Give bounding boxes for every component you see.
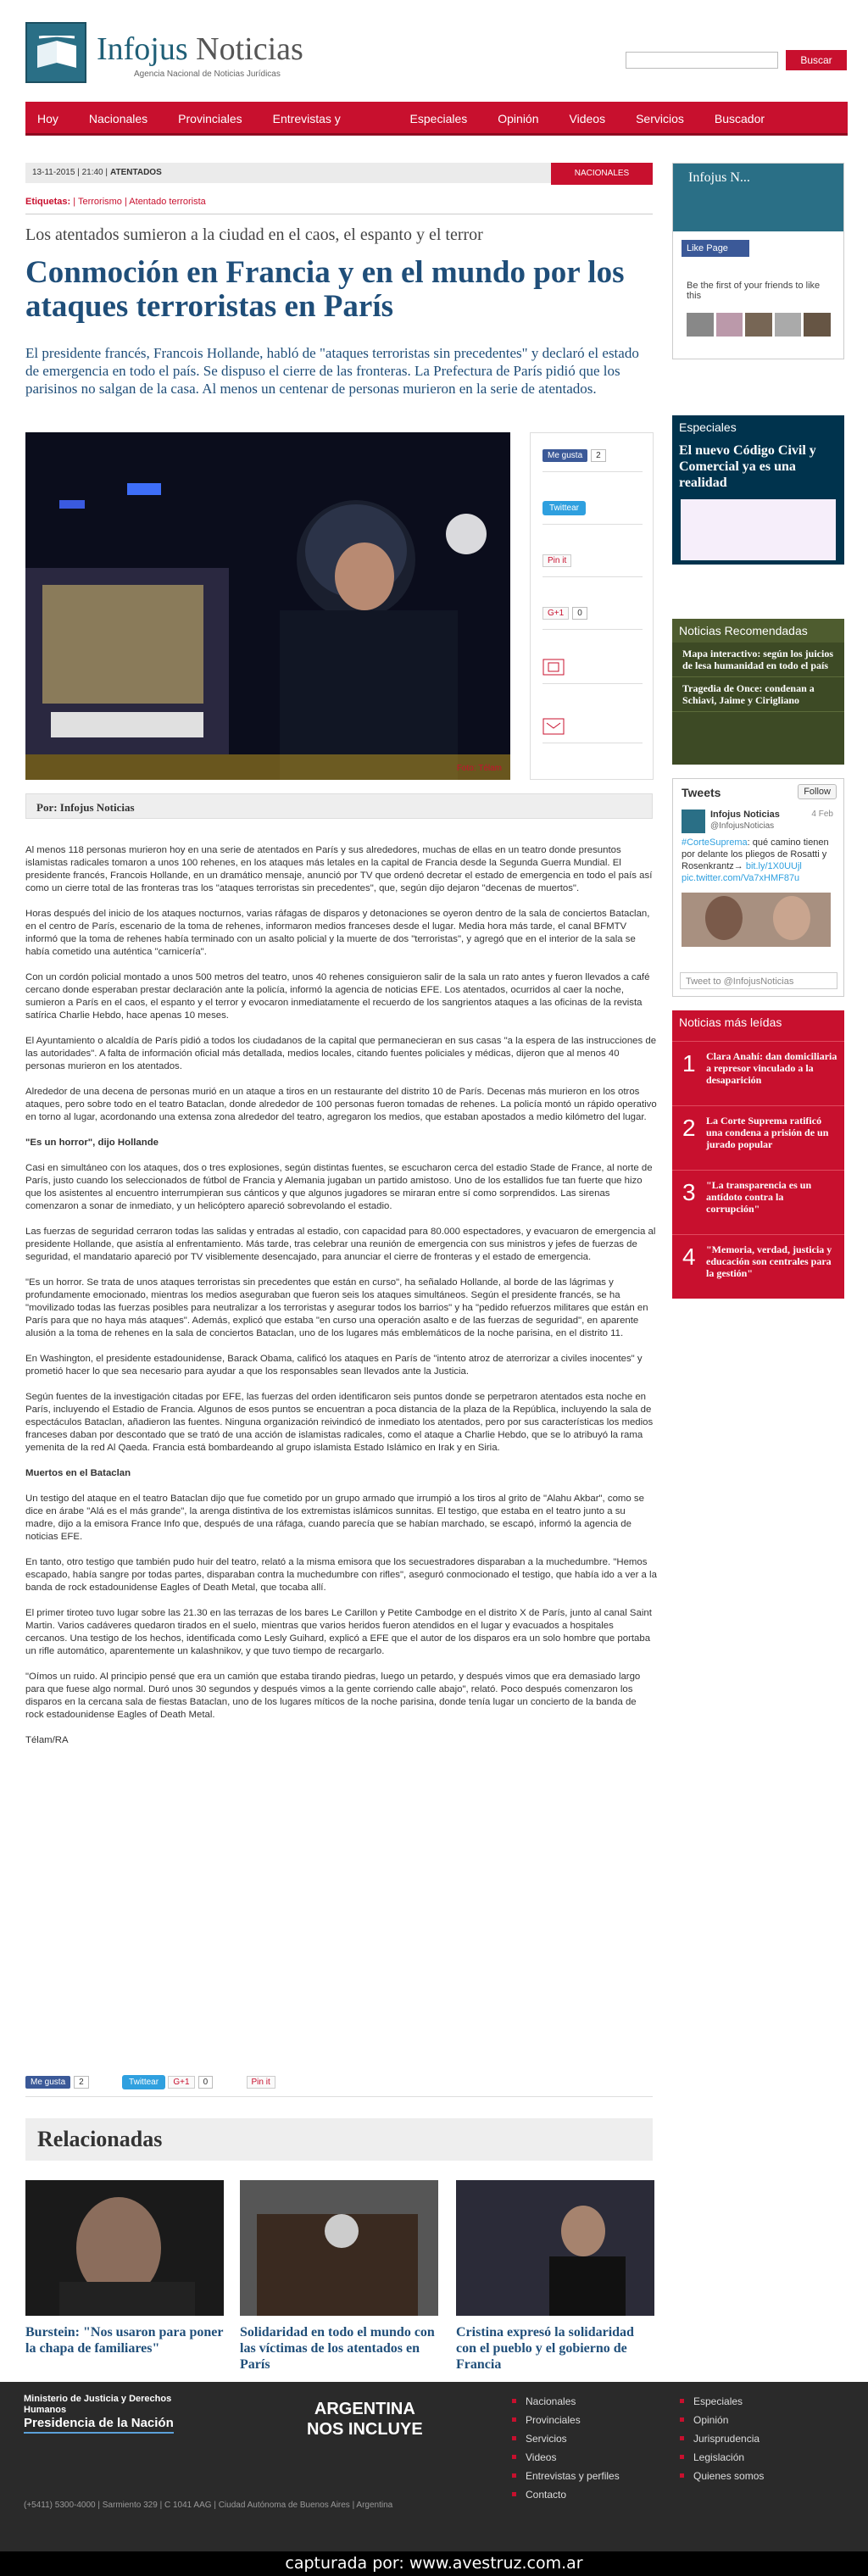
tweet-image[interactable] [682,893,831,947]
facebook-widget [672,163,844,359]
nav-item-especiales[interactable]: Especiales [409,112,468,125]
twitter-avatar[interactable] [682,810,705,833]
tags-label: Etiquetas: [25,197,71,207]
footer-link[interactable]: Entrevistas y perfiles [512,2467,620,2485]
googleplus-button[interactable]: G+1 [168,2076,194,2089]
pinterest-button[interactable]: Pin it [247,2076,275,2089]
body-paragraph: "Es un horror. Se trata de unos ataques terroristas sin precedentes que están en curso", ha señalado Hollande, al borde de las lágrimas y profundamente emocionado, mientras los medios aseguraban que fueron seis los ataques simultáneos. Según el presidente francés, se ha "movilizado todas las fuerzas posibles para neutralizar a los terroristas y asegurar todos los barrios" y ha "pedido refuerzos militares que están en París para que no haya más ataques". Además, explicó que estaba "en curso una operación asalto e de las fuerzas de seguridad", en aparente alusión a la toma de rehenes en la sala de conciertos Bataclan, uno de los lugares más emblemáticos de la noche parisina, en el distrito 11. [25,1277,648,1338]
twitter-follow-button[interactable]: Follow [798,784,837,799]
site-logo-title[interactable]: Infojus Noticias [97,31,303,67]
share-bottom-bar [25,2075,653,2097]
site-footer [0,2382,868,2551]
article-meta-bar [25,163,653,183]
especiales-heading: Especiales [679,420,737,434]
nav-item-videos[interactable]: Videos [569,112,606,125]
related-title[interactable]: Cristina expresó la solidaridad con el pueblo y el gobierno de Francia [456,2325,634,2372]
related-header [25,2118,653,2161]
related-card[interactable] [456,2180,654,2373]
body-paragraph: En Washington, el presidente estadounidense, Barack Obama, calificó los ataques en París de "intento atroz de aterrorizar a civiles inocentes" y prometió hacer lo que sea necesario para ayudar a que los responsables sean llevados ante la Justicia. [25,1354,643,1377]
body-paragraph: En tanto, otro testigo que también pudo huir del teatro, relató a la misma emisora que los secuestradores disparaban a la muchedumbre. "Hemos escapado, había sangre por todas partes, disparaban contra la muchedumbre con rifles", aseguró conmocionado el testigo, que había ido a ver a la banda de rock estadounidense Eagles of Death Metal, que tocaba allí. [25,1557,657,1593]
mas-leida-title[interactable]: "La transparencia es un antídoto contra la corrupción" [706,1179,812,1215]
body-paragraph: Alrededor de una decena de personas murió en un ataque a tiros en un restaurante del distrito 10 de París. Decenas más murieron en los otros ataques, pero sobre todo en el teatro Bataclan, donde alrededor de 100 personas fueron tomadas de rehenes. La policía montó un rápido operativo en torno al lugar, acordonando una extensa zona alrededor del teatro, agregaron los medios, que estaban apostados a medio kilómetro del lugar. [25,1087,657,1122]
main-nav [25,102,848,159]
googleplus-count: 0 [198,2076,214,2089]
related-heading: Relacionadas [37,2127,163,2151]
tweet-link[interactable]: bit.ly/1X0UUjl pic.twitter.com/Va7xHMF87u [682,861,802,883]
body-paragraph: "Oímos un ruido. Al principio pensé que era un camión que estaba tirando piedras, luego un petardo, y después vimos que era demasiado largo para que fuese algo normal. Duró unos 30 segundos y después vimos a la gente corriendo calle abajo", relató. Poco después comenzaron los disparos en la cercana sala de fiestas Bataclan, uno de los lugares míticos de la noche parisina, donde tenía lugar un concierto de la banda de rock estadounidense Eagles of Death Metal. [25,1672,641,1720]
footer-links-col2 [680,2392,764,2485]
footer-presidency[interactable]: Presidencia de la Nación [24,2416,174,2434]
logo-book-icon[interactable] [25,22,86,83]
nav-item-hoy[interactable]: Hoy [37,112,58,125]
tag-link[interactable]: Atentado terrorista [129,197,206,207]
especiales-widget [672,415,844,565]
facebook-like-count: 2 [591,449,606,462]
article-datetime: 13-11-2015 | 21:40 | [32,168,108,177]
article-section[interactable]: ATENTADOS [110,168,162,177]
facebook-like-button[interactable]: Me gusta [25,2076,70,2089]
print-icon[interactable] [542,659,643,684]
related-card[interactable] [25,2180,224,2356]
tweet-hashtag[interactable]: #CorteSuprema [682,837,748,848]
facebook-like-page-button[interactable]: Like Page [682,240,749,257]
share-googleplus[interactable] [542,606,643,630]
capture-watermark: capturada por: www.avestruz.com.ar [0,2551,868,2576]
tags-row: Etiquetas: | Terrorismo | Atentado terrorista [25,197,206,207]
nav-item-provinciales[interactable]: Provinciales [178,112,242,125]
article-body [25,844,657,1760]
facebook-like-button[interactable]: Me gusta [542,449,587,462]
tweet-to-input[interactable]: Tweet to @InfojusNoticias [680,972,837,989]
site-tagline: Agencia Nacional de Noticias Jurídicas [134,70,281,79]
facebook-page-name[interactable]: Infojus N... [688,170,750,185]
body-paragraph: Al menos 118 personas murieron hoy en una serie de atentados en París y sus alrededores, muchas de ellas en un teatro donde presuntos islamistas radicales tomaron a unos 100 rehenes, en los ataques más letales en la capital de Francia desde la Segunda Guerra Mundial. El presidente francés, Francois Hollande, en un dramático mensaje, anunció por TV que ordenó decretar el estado de emergencia en todo el país así como un cierre total de las fronteras tras los "ataques terroristas sin precedentes", que, según dijo dejaron "decenas de muertos". [25,845,653,893]
mas-leida-item[interactable] [672,1041,844,1105]
photo-credit: Foto: Télam [456,764,502,773]
facebook-friends-text: Be the first of your friends to like this [687,281,821,301]
share-column [530,432,654,780]
mas-leida-item[interactable] [672,1234,844,1299]
recomendadas-heading: Noticias Recomendadas [672,619,844,643]
body-paragraph: Horas después del inicio de los ataques nocturnos, varias ráfagas de disparos y detonaciones se oyeron dentro de la sala de conciertos Bataclan, en el centro de París, escenario de la toma de rehenes, informaron medios franceses desde el lugar. Media hora más tarde, el canal BFMTV informó que la toma de rehenes había terminado con un asalto policial y la muerte de dos "terroristas", y agregó que en el interior de la sala se había cometido una auténtica "carnicería". [25,909,650,957]
category-badge[interactable]: NACIONALES [551,163,653,185]
rank-number: 3 [682,1179,696,1205]
related-title[interactable]: Burstein: "Nos usaron para poner la chapa de familiares" [25,2325,224,2356]
especiales-title[interactable]: El nuevo Código Civil y Comercial ya es una realidad [679,443,816,490]
related-card[interactable] [240,2180,438,2373]
googleplus-button[interactable]: G+1 [542,607,569,620]
search-button[interactable]: Buscar [786,50,847,70]
body-subhead: Muertos en el Bataclan [25,1468,131,1478]
rank-number: 4 [682,1243,696,1270]
mas-leida-item[interactable] [672,1170,844,1234]
footer-link[interactable]: Opinión [680,2411,764,2429]
related-image[interactable] [240,2180,438,2316]
author-bar [25,793,653,819]
mas-leida-title[interactable]: La Corte Suprema ratificó una condena a prisión de un jurado popular [706,1115,829,1150]
nav-item-servicios[interactable]: Servicios [636,112,684,125]
twitter-widget [672,778,844,997]
footer-nos-incluye: NOS INCLUYE [307,2420,423,2439]
search-input[interactable] [626,52,778,69]
footer-link[interactable]: Servicios [512,2429,620,2448]
recomendada-item[interactable]: Tragedia de Once: condenan a Schiavi, Jaime y Cirigliano [672,677,844,712]
mas-leida-title[interactable]: Clara Anahí: dan domiciliaria a represor vinculado a la desaparición [706,1050,837,1086]
body-paragraph: Un testigo del ataque en el teatro Bataclan dijo que fue cometido por un grupo armado que irrumpió a los tiros al grito de "Alahu Akbar", como se dice en árabe "Alá es el más grande", la arenga distintiva de los extremistas islámicos sunnitas. El testigo, que estaba en el teatro junto a su madre, dijo a la emisora France Info que, después de una ráfaga, cuando parecía que se habían marchado, se escapó, informó la agencia de noticias EFE. [25,1494,644,1542]
twitter-user[interactable]: Infojus Noticias [710,810,780,820]
article-author: Por: Infojus Noticias [36,801,135,814]
rank-number: 2 [682,1115,696,1141]
body-paragraph: Con un cordón policial montado a unos 500 metros del teatro, unos 40 rehenes consiguieron salir de la sala un rato antes y fueron llevados a café cercano donde esperaban prestar declaración ante la policía, informó la agencia de noticias EFE. Los atentados, ocurridos al caer la noche, sumieron a París en el caos, el espanto y el terror y evocaron inmediatamente el recuerdo de los sangrientos ataques a las oficinas de la revista satírica Charlie Hebdo, hace apenas 10 meses. [25,972,650,1021]
especiales-image[interactable] [681,499,836,560]
footer-link[interactable]: Legislación [680,2448,764,2467]
facebook-avatars [687,313,831,337]
body-signature: Télam/RA [25,1735,69,1745]
body-paragraph: El primer tiroteo tuvo lugar sobre las 21.30 en las terrazas de los bares Le Carillon y Petite Cambodge en el distrito X de París, junto al canal Saint Martin. Varios cadáveres quedaron tirados en el suelo, mientras que varios heridos fueron atendidos en el lugar y evacuados a hospitales cercanos. Una testigo de los hechos, identificada como Lesly Guihard, explicó a EFE que el autor de los disparos era un solo hombre que portaba un rifle automático, aparentemente un kalashnikov, y que tuvo tiempo de recargarlo. [25,1608,652,1656]
rank-number: 1 [682,1050,696,1077]
share-facebook[interactable] [542,448,643,472]
tweet-time[interactable]: 4 Feb [811,810,833,819]
twitter-share-button[interactable]: Twittear [122,2075,165,2089]
article-lead: El presidente francés, Francois Hollande, habló de "ataques terroristas sin precedentes" y declaró el estado de emergencia en todo el país. Se dispuso el cierre de las fronteras. La Prefectura de París pidió que los parisinos no salgan de la casa. Al menos un centenar de personas murieron en la serie de atentados. [25,345,639,397]
footer-argentina: ARGENTINA [314,2400,415,2418]
nav-item-opinion[interactable]: Opinión [498,112,539,125]
related-image[interactable] [25,2180,224,2316]
facebook-banner[interactable] [673,164,843,231]
related-image[interactable] [456,2180,654,2316]
share-pinterest[interactable] [542,554,643,577]
mas-leidas-heading: Noticias más leídas [679,1015,782,1029]
footer-link[interactable]: Especiales [680,2392,764,2411]
footer-links-col1 [512,2392,620,2504]
footer-link[interactable]: Quienes somos [680,2467,764,2485]
tweet-body: : qué camino tienen por delante los pliegos de Rosatti y Rosenkrantz→ [682,837,829,871]
nav-item-nacionales[interactable]: Nacionales [88,112,148,125]
email-icon[interactable] [542,718,643,743]
footer-address: (+5411) 5300-4000 | Sarmiento 329 | C 1041 AAG | Ciudad Autónoma de Buenos Aires | Argentina [24,2501,393,2510]
footer-link[interactable]: Videos [512,2448,620,2467]
nav-item-entrevistas[interactable]: Entrevistas y perfiles [272,112,341,159]
mas-leidas-widget [672,1010,844,1299]
share-twitter[interactable] [542,501,643,525]
footer-link[interactable]: Jurisprudencia [680,2429,764,2448]
article-photo[interactable] [25,432,510,780]
nav-item-buscador[interactable]: Buscador Avanzado [714,112,767,159]
recomendadas-widget [672,619,844,765]
pinterest-button[interactable]: Pin it [542,554,571,567]
article-title: Conmoción en Francia y en el mundo por los ataques terroristas en París [25,255,625,324]
googleplus-count: 0 [572,607,587,620]
twitter-handle[interactable]: @InfojusNoticias [710,821,775,831]
body-paragraph: Las fuerzas de seguridad cerraron todas las salidas y entradas al estadio, con capacidad para 80.000 espectadores, y evacuaron de emergencia al presidente Hollande, que asistía al enfrentamiento. Más tarde, tras celebrar una reunión de emergencia con sus ministros y jefes de fuerzas de seguridad, el mandatario apareció por TV visiblemente desencajado, para anunciar el cierre de fronteras y el estado de emergencia. [25,1227,656,1262]
body-paragraph: Casi en simultáneo con los ataques, dos o tres explosiones, según distintas fuentes, se escucharon cerca del estadio Stade de France, al norte de París, justo cuando los seleccionados de fútbol de Francia y Alemania jugaban un partido amistoso. Uno de los estallidos fue tan fuerte que hizo que los asistentes al encuentro interrumpieran sus cánticos y que algunos jugadores se miraran entre sí como sorprendidos. Las sirenas comenzaron a sonar de inmediato, y un helicóptero apareció sobrevolando el estadio. [25,1163,653,1211]
footer-ministry[interactable]: Ministerio de Justicia y Derechos Humanos [24,2394,172,2415]
twitter-heading: Tweets [682,786,721,799]
body-paragraph: El Ayuntamiento o alcaldía de París pidió a todos los ciudadanos de la capital que permanecieran en sus casas "a la espera de las instrucciones de las autoridades". A falta de información oficial más detallada, medios locales, citando fuentes policiales y médicas, dijeron que al menos 40 personas murieron en los atentados. [25,1036,657,1071]
related-title[interactable]: Solidaridad en todo el mundo con las víctimas de los atentados en París [240,2325,435,2372]
body-subhead: "Es un horror", dijo Hollande [25,1138,159,1148]
recomendada-item[interactable]: Mapa interactivo: según los juicios de lesa humanidad en todo el país [672,643,844,677]
tag-link[interactable]: Terrorismo [77,197,122,207]
tweet-text [682,837,831,884]
mas-leida-item[interactable] [672,1105,844,1170]
twitter-share-button[interactable]: Twittear [542,501,586,515]
footer-link[interactable]: Contacto [512,2485,620,2504]
mas-leida-title[interactable]: "Memoria, verdad, justicia y educación son centrales para la gestión" [706,1243,832,1279]
footer-link[interactable]: Provinciales [512,2411,620,2429]
footer-argentina-logo[interactable] [307,2399,423,2440]
body-paragraph: Según fuentes de la investigación citadas por EFE, las fuerzas del orden identificaron seis puntos donde se perpetraron atentados esta noche en París, incluyendo el Estadio de Francia. Algunos de esos puntos se encuentran a poca distancia de la plaza de la República, incluyendo la sala de espectáculos Bataclan, añadieron las fuentes. Ninguna organización reivindicó de inmediato los atentados, pero por sus características los medios franceses daban por descontado que se trató de una acción de islamistas radicales, como el ataque a Charlie Hebdo, que se lo atribuyó la rama yemenita de la red Al Qaeda. Francia está bombardeando al grupo islamista Estado Islámico en Irak y en Siria. [25,1392,654,1453]
site-header [25,17,848,85]
facebook-like-count: 2 [74,2076,89,2089]
footer-link[interactable]: Nacionales [512,2392,620,2411]
article-kicker: Los atentados sumieron a la ciudad en el caos, el espanto y el terror [25,225,483,244]
